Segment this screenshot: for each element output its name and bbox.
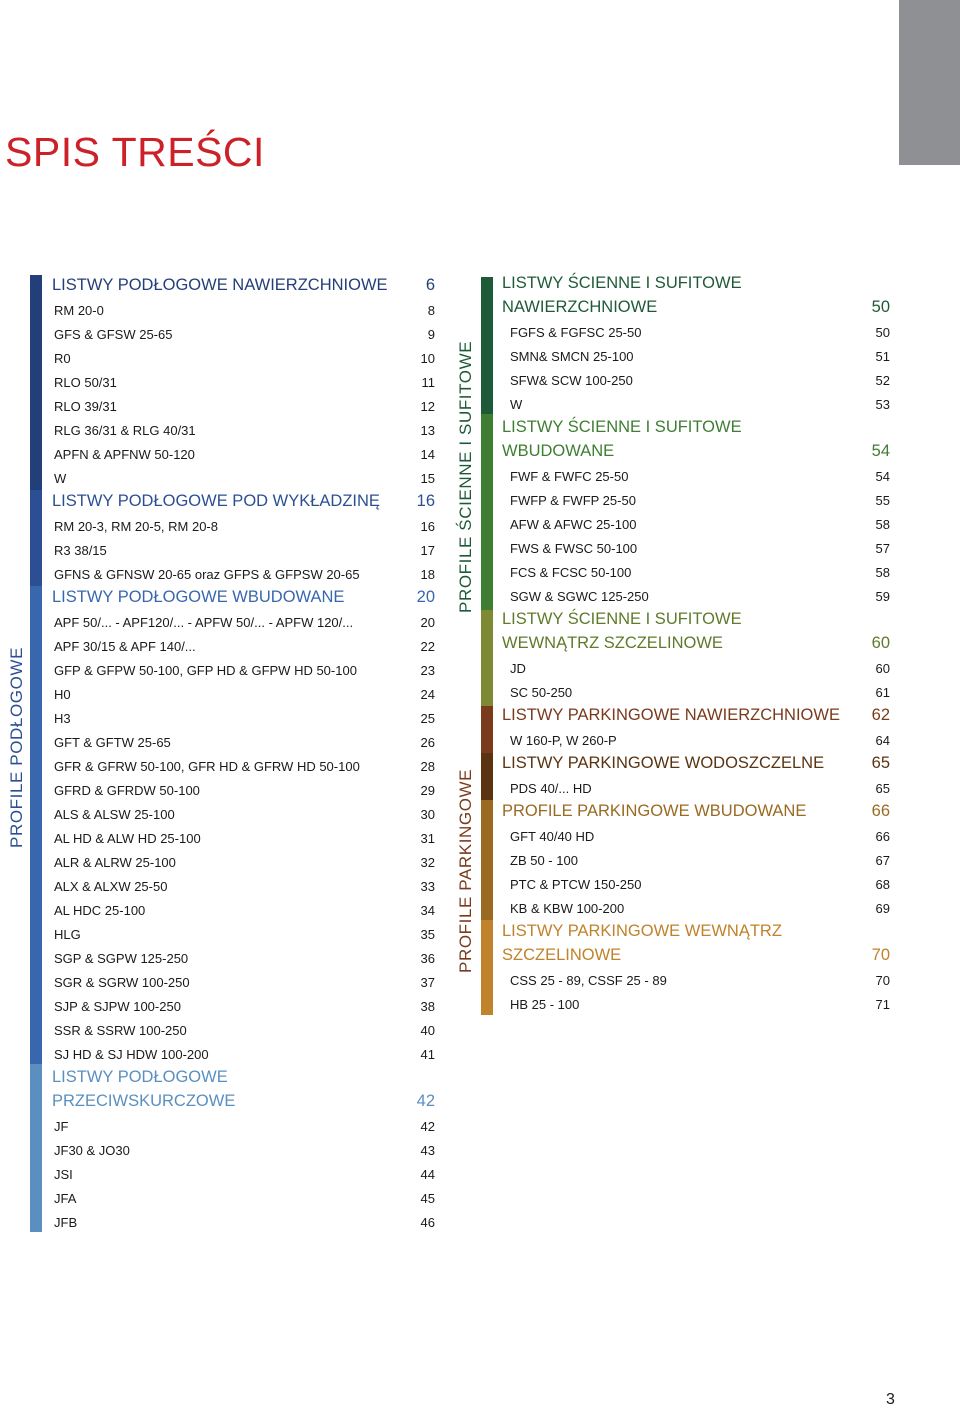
toc-entry-page: 37 <box>420 975 435 990</box>
toc-entry-label: H0 <box>54 687 71 702</box>
toc-entry-label: APF 50/... - APF120/... - APFW 50/... - APFW 120/... <box>54 615 354 630</box>
toc-section-heading[interactable] <box>502 609 890 633</box>
toc-entry-page: 42 <box>416 1092 435 1110</box>
toc-entry-label: FCS & FCSC 50-100 <box>510 565 632 580</box>
toc-entry[interactable] <box>52 803 435 827</box>
toc-entry-label: LISTWY PODŁOGOWE NAWIERZCHNIOWE <box>52 276 388 294</box>
toc-entry-label: LISTWY PARKINGOWE WEWNĄTRZ <box>502 922 782 940</box>
toc-entry-page: 30 <box>420 807 435 822</box>
toc-section-heading[interactable] <box>52 491 435 515</box>
toc-entry[interactable] <box>52 323 435 347</box>
toc-entry[interactable] <box>502 393 890 417</box>
toc-entry-page: 12 <box>420 399 435 414</box>
toc-section-heading[interactable] <box>502 273 890 297</box>
toc-entry-label: LISTWY PODŁOGOWE <box>52 1068 228 1086</box>
toc-entry-page: 44 <box>420 1167 435 1182</box>
toc-entry-label: WBUDOWANE <box>502 442 615 460</box>
toc-entry-label: GFS & GFSW 25-65 <box>54 327 173 342</box>
toc-entry-label: RLO 50/31 <box>54 375 117 390</box>
toc-entry-page: 53 <box>875 397 890 412</box>
toc-entry-page: 54 <box>871 442 890 460</box>
toc-entry-label: ZB 50 - 100 <box>510 853 578 868</box>
toc-entry-label: LISTWY PODŁOGOWE WBUDOWANE <box>52 588 345 606</box>
toc-entry-page: 66 <box>875 829 890 844</box>
toc-entry[interactable] <box>502 825 890 849</box>
toc-entry-label: APF 30/15 & APF 140/... <box>54 639 196 654</box>
toc-entry-page: 22 <box>420 639 435 654</box>
toc-section-heading[interactable] <box>502 921 890 945</box>
toc-entry-page: 66 <box>871 802 890 820</box>
toc-entry-label: ALX & ALXW 25-50 <box>54 879 168 894</box>
toc-entry-label: SMN& SMCN 25-100 <box>510 349 634 364</box>
toc-entry-page: 46 <box>420 1215 435 1230</box>
toc-entry-label: JF30 & JO30 <box>54 1143 130 1158</box>
toc-entry-label: SSR & SSRW 100-250 <box>54 1023 187 1038</box>
toc-entry[interactable] <box>52 419 435 443</box>
toc-entry-page: 28 <box>420 759 435 774</box>
toc-entry-label: PTC & PTCW 150-250 <box>510 877 642 892</box>
toc-entry-label: H3 <box>54 711 71 726</box>
toc-entry[interactable] <box>502 561 890 585</box>
toc-entry[interactable] <box>52 1163 435 1187</box>
toc-entry-page: 65 <box>871 754 890 772</box>
toc-entry[interactable] <box>52 467 435 491</box>
toc-entry[interactable] <box>52 683 435 707</box>
toc-entry-label: ALR & ALRW 25-100 <box>54 855 176 870</box>
toc-entry-page: 31 <box>420 831 435 846</box>
toc-entry[interactable] <box>52 851 435 875</box>
toc-entry-label: GFNS & GFNSW 20-65 oraz GFPS & GFPSW 20-65 <box>54 567 360 582</box>
toc-entry-label: HB 25 - 100 <box>510 997 580 1012</box>
toc-entry-page: 67 <box>875 853 890 868</box>
toc-entry-label: APFN & APFNW 50-120 <box>54 447 195 462</box>
toc-entry[interactable] <box>52 827 435 851</box>
toc-entry-label: AL HD & ALW HD 25-100 <box>54 831 201 846</box>
toc-entry-label: SGW & SGWC 125-250 <box>510 589 649 604</box>
toc-entry-label: JFA <box>54 1191 77 1206</box>
toc-entry-label: ALS & ALSW 25-100 <box>54 807 175 822</box>
toc-entry-page: 40 <box>420 1023 435 1038</box>
toc-entry-label: LISTWY ŚCIENNE I SUFITOWE <box>502 274 742 292</box>
toc-entry[interactable] <box>52 347 435 371</box>
toc-entry-page: 43 <box>420 1143 435 1158</box>
toc-entry[interactable] <box>502 321 890 345</box>
toc-entry-label: JD <box>510 661 526 676</box>
toc-entry-page: 62 <box>871 706 890 724</box>
toc-entry-label: SGR & SGRW 100-250 <box>54 975 190 990</box>
toc-entry-label: GFR & GFRW 50-100, GFR HD & GFRW HD 50-100 <box>54 759 360 774</box>
toc-entry[interactable] <box>502 345 890 369</box>
toc-entry[interactable] <box>52 755 435 779</box>
toc-entry-page: 57 <box>875 541 890 556</box>
toc-entry-label: FWFP & FWFP 25-50 <box>510 493 636 508</box>
toc-entry-page: 55 <box>875 493 890 508</box>
toc-entry[interactable] <box>502 993 890 1017</box>
page-number: 3 <box>886 1391 895 1408</box>
toc-entry-label: R3 38/15 <box>54 543 107 558</box>
toc-entry[interactable] <box>52 1115 435 1139</box>
toc-entry-label: RLG 36/31 & RLG 40/31 <box>54 423 196 438</box>
toc-entry[interactable] <box>52 971 435 995</box>
vertical-label-parking: PROFILE PARKINGOWE <box>456 768 475 973</box>
toc-entry-page: 13 <box>420 423 435 438</box>
toc-entry-label: SGP & SGPW 125-250 <box>54 951 189 966</box>
toc-entry-page: 65 <box>875 781 890 796</box>
toc-entry[interactable] <box>52 515 435 539</box>
toc-entry[interactable] <box>502 465 890 489</box>
toc-entry-label: SC 50-250 <box>510 685 573 700</box>
toc-entry-label: PDS 40/... HD <box>510 781 592 796</box>
toc-section-heading[interactable] <box>502 753 890 777</box>
toc-entry-page: 6 <box>425 276 435 294</box>
toc-entry-page: 42 <box>420 1119 435 1134</box>
toc-entry-page: 9 <box>427 327 435 342</box>
toc-section-heading[interactable] <box>52 1067 435 1091</box>
toc-entry-label: JF <box>54 1119 69 1134</box>
toc-entry-page: 14 <box>420 447 435 462</box>
toc-entry-page: 69 <box>875 901 890 916</box>
toc-entry-label: LISTWY ŚCIENNE I SUFITOWE <box>502 418 742 436</box>
toc-entry-page: 52 <box>875 373 890 388</box>
toc-entry-label: SFW& SCW 100-250 <box>510 373 633 388</box>
vertical-label-walls: PROFILE ŚCIENNE I SUFITOWE <box>456 340 475 613</box>
toc-section-heading[interactable] <box>502 705 890 729</box>
toc-entry-page: 70 <box>875 973 890 988</box>
toc-entry-page: 33 <box>420 879 435 894</box>
toc-entry-page: 41 <box>420 1047 435 1062</box>
toc-entry[interactable] <box>502 585 890 609</box>
toc-entry-page: 59 <box>875 589 890 604</box>
toc-entry-label: SJP & SJPW 100-250 <box>54 999 181 1014</box>
toc-entry-page: 60 <box>875 661 890 676</box>
toc-entry-label: HLG <box>54 927 81 942</box>
toc-entry[interactable] <box>52 395 435 419</box>
toc-entry-page: 8 <box>427 303 435 318</box>
toc-entry-page: 18 <box>420 567 435 582</box>
toc-entry-label: CSS 25 - 89, CSSF 25 - 89 <box>510 973 667 988</box>
toc-section-heading[interactable] <box>502 633 890 657</box>
toc-entry-label: LISTWY PARKINGOWE WODOSZCZELNE <box>502 754 825 772</box>
toc-entry-page: 11 <box>421 375 435 390</box>
toc-entry-label: LISTWY PODŁOGOWE POD WYKŁADZINĘ <box>52 492 380 510</box>
toc-entry-label: FWF & FWFC 25-50 <box>510 469 629 484</box>
toc-entry-label: FGFS & FGFSC 25-50 <box>510 325 642 340</box>
toc-entry-page: 36 <box>420 951 435 966</box>
toc-section-heading[interactable] <box>502 801 890 825</box>
toc-entry[interactable] <box>502 537 890 561</box>
toc-entry[interactable] <box>52 1187 435 1211</box>
toc-entry[interactable] <box>52 299 435 323</box>
toc-entry-label: SJ HD & SJ HDW 100-200 <box>54 1047 209 1062</box>
toc-entry-label: GFRD & GFRDW 50-100 <box>54 783 200 798</box>
toc-entry-page: 20 <box>420 615 435 630</box>
page-title: SPIS TREŚCI <box>5 129 265 175</box>
toc-entry-label: LISTWY ŚCIENNE I SUFITOWE <box>502 610 742 628</box>
toc-entry-page: 32 <box>420 855 435 870</box>
vertical-label-floor: PROFILE PODŁOGOWE <box>7 646 26 848</box>
toc-entry[interactable] <box>502 897 890 921</box>
toc-section-heading[interactable] <box>502 945 890 969</box>
toc-entry[interactable] <box>502 489 890 513</box>
toc-entry-page: 61 <box>875 685 890 700</box>
toc-entry-label: RM 20-0 <box>54 303 104 318</box>
toc-entry-label: AFW & AFWC 25-100 <box>510 517 637 532</box>
toc-entry[interactable] <box>52 1043 435 1067</box>
toc-entry-page: 60 <box>871 634 890 652</box>
toc-entry-page: 35 <box>420 927 435 942</box>
toc-entry-page: 38 <box>420 999 435 1014</box>
toc-entry-page: 71 <box>875 997 890 1012</box>
toc-entry-label: GFP & GFPW 50-100, GFP HD & GFPW HD 50-100 <box>54 663 357 678</box>
toc-entry-label: W <box>54 471 67 486</box>
toc-entry-page: 25 <box>420 711 435 726</box>
toc-section-heading[interactable] <box>52 1091 435 1115</box>
toc-entry-label: W 160-P, W 260-P <box>510 733 617 748</box>
toc-entry-label: PROFILE PARKINGOWE WBUDOWANE <box>502 802 807 820</box>
toc-entry[interactable] <box>52 1139 435 1163</box>
toc-entry[interactable] <box>502 969 890 993</box>
toc-entry[interactable] <box>52 539 435 563</box>
toc-entry-page: 26 <box>420 735 435 750</box>
toc-entry[interactable] <box>52 995 435 1019</box>
toc-entry-page: 50 <box>871 298 890 316</box>
toc-entry[interactable] <box>52 731 435 755</box>
toc-entry-page: 70 <box>871 946 890 964</box>
toc-entry-label: R0 <box>54 351 71 366</box>
toc-entry[interactable] <box>502 513 890 537</box>
toc-entry-page: 15 <box>420 471 435 486</box>
toc-entry-page: 64 <box>875 733 890 748</box>
toc-entry-page: 23 <box>420 663 435 678</box>
toc-entry-label: JFB <box>54 1215 78 1230</box>
toc-entry[interactable] <box>52 563 435 587</box>
toc-entry-label: WEWNĄTRZ SZCZELINOWE <box>502 634 723 652</box>
toc-entry-label: LISTWY PARKINGOWE NAWIERZCHNIOWE <box>502 706 840 724</box>
toc-entry[interactable] <box>502 777 890 801</box>
toc-entry[interactable] <box>52 443 435 467</box>
toc-entry-label: AL HDC 25-100 <box>54 903 146 918</box>
toc-section-heading[interactable] <box>52 587 435 611</box>
toc-entry-page: 16 <box>416 492 435 510</box>
toc-entry-label: W <box>510 397 523 412</box>
toc-entry[interactable] <box>52 923 435 947</box>
toc-entry-label: FWS & FWSC 50-100 <box>510 541 638 556</box>
toc-entry[interactable] <box>52 707 435 731</box>
toc-entry-label: NAWIERZCHNIOWE <box>502 298 658 316</box>
toc-entry-page: 24 <box>420 687 435 702</box>
toc-entry[interactable] <box>52 947 435 971</box>
toc-entry-label: RLO 39/31 <box>54 399 117 414</box>
toc-entry-page: 45 <box>420 1191 435 1206</box>
toc-entry-page: 58 <box>875 565 890 580</box>
toc-entry-page: 51 <box>875 349 890 364</box>
toc-entry[interactable] <box>502 681 890 705</box>
toc-entry-label: KB & KBW 100-200 <box>510 901 625 916</box>
toc-entry-page: 58 <box>875 517 890 532</box>
toc-entry[interactable] <box>52 875 435 899</box>
toc-entry-label: JSI <box>54 1167 73 1182</box>
toc-section-heading[interactable] <box>502 297 890 321</box>
toc-entry-page: 16 <box>420 519 435 534</box>
toc-entry[interactable] <box>502 849 890 873</box>
toc-entry-label: GFT & GFTW 25-65 <box>54 735 171 750</box>
corner-grey-bar <box>899 0 960 165</box>
toc-entry-page: 68 <box>875 877 890 892</box>
toc-entry-label: RM 20-3, RM 20-5, RM 20-8 <box>54 519 218 534</box>
toc-entry-page: 29 <box>420 783 435 798</box>
toc-section-heading[interactable] <box>502 441 890 465</box>
toc-entry[interactable] <box>52 1211 435 1235</box>
toc-entry-label: SZCZELINOWE <box>502 946 622 964</box>
toc-entry[interactable] <box>502 369 890 393</box>
toc-section-heading[interactable] <box>52 275 435 299</box>
toc-entry[interactable] <box>502 657 890 681</box>
toc-entry[interactable] <box>502 873 890 897</box>
toc-entry[interactable] <box>52 779 435 803</box>
toc-entry[interactable] <box>502 729 890 753</box>
toc-entry-label: PRZECIWSKURCZOWE <box>52 1092 236 1110</box>
toc-entry-page: 17 <box>420 543 435 558</box>
toc-section-heading[interactable] <box>502 417 890 441</box>
toc-entry-page: 20 <box>416 588 435 606</box>
toc-entry[interactable] <box>52 635 435 659</box>
toc-entry-label: GFT 40/40 HD <box>510 829 595 844</box>
toc-entry[interactable] <box>52 611 435 635</box>
toc-entry[interactable] <box>52 899 435 923</box>
toc-entry-page: 10 <box>420 351 435 366</box>
toc-entry-page: 50 <box>875 325 890 340</box>
toc-entry[interactable] <box>52 371 435 395</box>
toc-entry-page: 54 <box>875 469 890 484</box>
toc-entry-page: 34 <box>420 903 435 918</box>
toc-entry[interactable] <box>52 659 435 683</box>
toc-entry[interactable] <box>52 1019 435 1043</box>
